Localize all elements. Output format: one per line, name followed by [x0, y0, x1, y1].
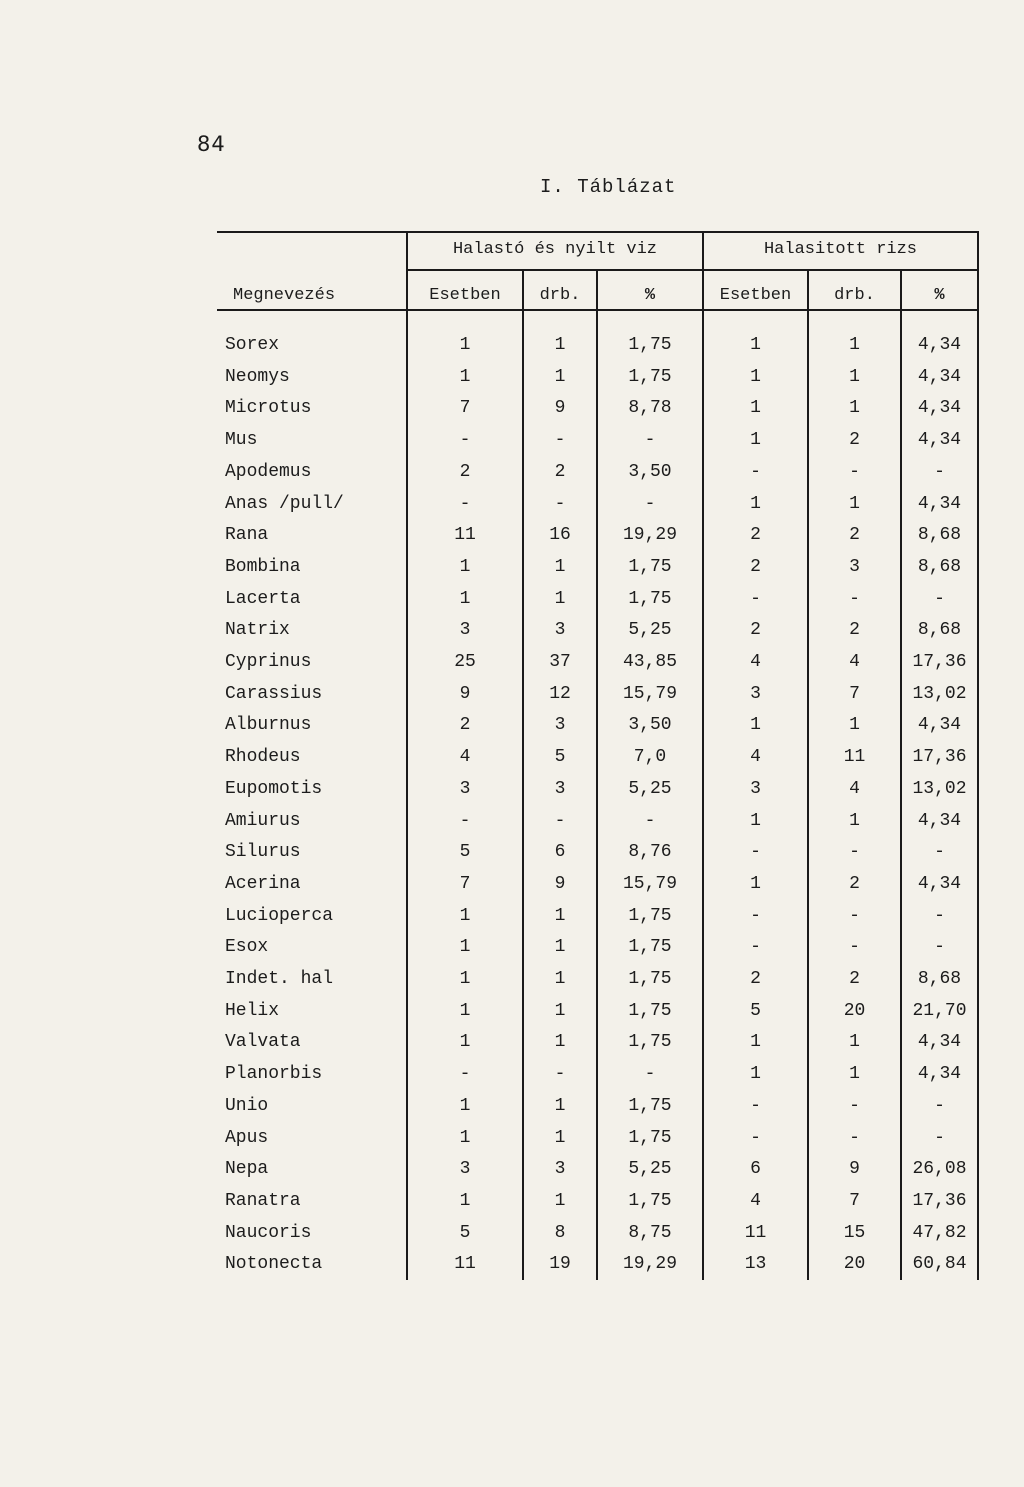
esetben-1-value: 4 [459, 747, 471, 768]
table-top-rule [217, 231, 979, 233]
pct-1-value: - [644, 1064, 656, 1085]
drb-2-value: 7 [849, 1190, 860, 1211]
drb-2-value: 1 [849, 398, 860, 419]
header-esetben-1: Esetben [429, 286, 501, 305]
drb-2-value: 1 [849, 810, 860, 831]
drb-2-value: 3 [849, 556, 860, 577]
drb-2-value: 2 [849, 873, 860, 894]
pct-2-value: 8,68 [917, 620, 962, 641]
species-name: Indet. hal [225, 969, 334, 989]
esetben-1-value: 2 [459, 461, 471, 482]
drb-2-value: - [849, 905, 860, 926]
pct-1-value: 8,76 [628, 842, 672, 863]
species-name: Cyprinus [225, 652, 312, 672]
esetben-1-value: 1 [459, 1095, 471, 1116]
species-name: Rana [225, 525, 269, 546]
esetben-2-value: 1 [750, 430, 761, 451]
esetben-2-value: - [750, 1127, 761, 1148]
pct-1-value: 15,79 [622, 683, 677, 704]
drb-2-value: 1 [849, 1064, 860, 1085]
species-name: Microtus [225, 398, 312, 419]
drb-2-value: - [849, 1095, 860, 1116]
header-pct-2: % [934, 286, 945, 305]
species-name: Unio [225, 1095, 269, 1116]
header-esetben-2: Esetben [719, 286, 792, 305]
esetben-2-value: - [750, 461, 761, 482]
species-name: Neomys [225, 366, 290, 387]
table-row [217, 1223, 979, 1254]
pct-2-value: 4,34 [917, 398, 962, 419]
esetben-1-value: 1 [459, 335, 471, 355]
drb-1-value: 3 [554, 778, 566, 799]
pct-1-value: 1,75 [628, 1095, 672, 1116]
header-drb-2: drb. [834, 286, 875, 305]
pct-2-value: - [934, 842, 945, 863]
pct-1-value: - [644, 810, 656, 831]
esetben-1-value: - [459, 493, 471, 514]
esetben-2-value: 13 [744, 1254, 767, 1275]
pct-2-value: 4,34 [917, 430, 962, 451]
esetben-2-value: 1 [750, 1064, 761, 1085]
table-row [217, 684, 979, 715]
drb-1-value: 1 [554, 1032, 566, 1053]
species-name: Ranatra [225, 1190, 301, 1211]
species-name: Sorex [225, 335, 280, 355]
esetben-1-value: 5 [459, 1222, 471, 1243]
pct-1-value: 1,75 [628, 1000, 672, 1021]
esetben-2-value: 4 [750, 747, 761, 768]
esetben-1-value: 11 [454, 1254, 476, 1275]
drb-2-value: 20 [843, 1254, 866, 1275]
esetben-1-value: 25 [454, 652, 476, 672]
pct-1-value: 8,78 [628, 398, 672, 419]
pct-2-value: 60,84 [912, 1254, 967, 1275]
species-name: Esox [225, 937, 269, 958]
pct-2-value: 4,34 [917, 366, 962, 387]
table-title: I. Táblázat [540, 176, 677, 198]
esetben-1-value: 1 [459, 1032, 471, 1053]
esetben-2-value: 6 [750, 1159, 761, 1180]
drb-2-value: 15 [843, 1222, 866, 1243]
drb-2-value: - [849, 842, 860, 863]
drb-2-value: 2 [849, 969, 860, 989]
pct-1-value: 3,50 [628, 715, 672, 736]
table-row [217, 557, 979, 588]
species-name: Silurus [225, 842, 301, 863]
table-row [217, 1064, 979, 1095]
pct-1-value: 5,25 [628, 778, 672, 799]
esetben-2-value: 2 [750, 525, 761, 546]
table-row [217, 969, 979, 1000]
esetben-2-value: 2 [750, 556, 761, 577]
header-pct-1: % [644, 286, 656, 305]
drb-1-value: 8 [554, 1222, 566, 1243]
pct-1-value: 1,75 [628, 1032, 672, 1053]
species-name: Notonecta [225, 1254, 323, 1275]
drb-1-value: 2 [554, 461, 566, 482]
drb-2-value: - [849, 1127, 860, 1148]
drb-1-value: 1 [554, 366, 566, 387]
species-name: Mus [225, 430, 258, 451]
pct-1-value: 15,79 [622, 873, 677, 894]
pct-2-value: - [934, 937, 945, 958]
pct-1-value: 1,75 [628, 937, 672, 958]
species-name: Lucioperca [225, 905, 334, 926]
esetben-1-value: 3 [459, 1159, 471, 1180]
drb-2-value: - [849, 461, 860, 482]
header-group2: Halasitott rizs [763, 240, 918, 259]
species-name: Alburnus [225, 715, 312, 736]
table-row [217, 1001, 979, 1032]
esetben-1-value: 1 [459, 588, 471, 609]
pct-1-value: 7,0 [633, 747, 667, 768]
drb-1-value: 1 [554, 969, 566, 989]
esetben-1-value: 7 [459, 398, 471, 419]
pct-2-value: 4,34 [917, 335, 962, 355]
pct-2-value: - [934, 905, 945, 926]
species-name: Nepa [225, 1159, 269, 1180]
esetben-1-value: 2 [459, 715, 471, 736]
drb-1-value: 12 [549, 683, 571, 704]
esetben-2-value: 4 [750, 1190, 761, 1211]
pct-1-value: 5,25 [628, 620, 672, 641]
species-name: Valvata [225, 1032, 301, 1053]
esetben-2-value: - [750, 1095, 761, 1116]
pct-2-value: - [934, 461, 945, 482]
species-name: Apus [225, 1127, 269, 1148]
species-name: Helix [225, 1000, 280, 1021]
pct-2-value: - [934, 588, 945, 609]
drb-2-value: 1 [849, 335, 860, 355]
table-row [217, 937, 979, 968]
drb-1-value: 9 [554, 873, 566, 894]
table-row [217, 1096, 979, 1127]
esetben-1-value: 9 [459, 683, 471, 704]
esetben-1-value: 1 [459, 366, 471, 387]
species-name: Rhodeus [225, 747, 301, 768]
drb-1-value: 1 [554, 556, 566, 577]
table-row [217, 652, 979, 683]
table-row [217, 620, 979, 651]
pct-2-value: 47,82 [912, 1222, 967, 1243]
drb-1-value: - [554, 430, 566, 451]
table-row [217, 1128, 979, 1159]
esetben-2-value: 1 [750, 1032, 761, 1053]
esetben-2-value: 1 [750, 366, 761, 387]
table-row [217, 589, 979, 620]
esetben-1-value: 1 [459, 556, 471, 577]
drb-1-value: 6 [554, 842, 566, 863]
pct-2-value: 4,34 [917, 873, 962, 894]
group-header-rule [406, 269, 979, 271]
species-name: Amiurus [225, 810, 301, 831]
esetben-1-value: 3 [459, 778, 471, 799]
header-drb-1: drb. [539, 286, 581, 305]
drb-2-value: - [849, 937, 860, 958]
pct-1-value: 19,29 [622, 525, 677, 546]
drb-1-value: 1 [554, 1000, 566, 1021]
esetben-2-value: - [750, 842, 761, 863]
esetben-2-value: 1 [750, 493, 761, 514]
esetben-1-value: 1 [459, 969, 471, 989]
pct-1-value: 1,75 [628, 366, 672, 387]
drb-1-value: - [554, 493, 566, 514]
header-group1: Halastó és nyilt viz [452, 240, 658, 259]
drb-2-value: - [849, 588, 860, 609]
drb-2-value: 4 [849, 778, 860, 799]
species-name: Acerina [225, 873, 301, 894]
pct-2-value: 4,34 [917, 810, 962, 831]
drb-1-value: 1 [554, 1127, 566, 1148]
esetben-2-value: 5 [750, 1000, 761, 1021]
esetben-1-value: 3 [459, 620, 471, 641]
esetben-2-value: 11 [744, 1222, 767, 1243]
esetben-2-value: 2 [750, 620, 761, 641]
pct-1-value: 1,75 [628, 1127, 672, 1148]
drb-1-value: - [554, 1064, 566, 1085]
species-name: Naucoris [225, 1222, 312, 1243]
table-row [217, 1032, 979, 1063]
drb-1-value: 5 [554, 747, 566, 768]
esetben-2-value: 2 [750, 969, 761, 989]
drb-1-value: 3 [554, 1159, 566, 1180]
table-row [217, 874, 979, 905]
drb-2-value: 2 [849, 525, 860, 546]
header-megnevezes: Megnevezés [233, 286, 336, 305]
pct-2-value: 4,34 [917, 1064, 962, 1085]
drb-2-value: 9 [849, 1159, 860, 1180]
drb-1-value: 1 [554, 905, 566, 926]
table-row [217, 430, 979, 461]
pct-2-value: - [934, 1127, 945, 1148]
drb-1-value: 3 [554, 620, 566, 641]
drb-2-value: 2 [849, 620, 860, 641]
drb-1-value: 1 [554, 335, 566, 355]
table-row [217, 842, 979, 873]
esetben-1-value: - [459, 430, 471, 451]
pct-1-value: 3,50 [628, 461, 672, 482]
esetben-2-value: 1 [750, 398, 761, 419]
drb-2-value: 4 [849, 652, 860, 672]
pct-1-value: - [644, 430, 656, 451]
esetben-1-value: 1 [459, 1190, 471, 1211]
pct-2-value: 8,68 [917, 556, 962, 577]
table-row [217, 335, 979, 366]
table-row [217, 398, 979, 429]
pct-2-value: 8,68 [917, 525, 962, 546]
pct-1-value: 1,75 [628, 905, 672, 926]
species-name: Eupomotis [225, 778, 323, 799]
esetben-2-value: 3 [750, 683, 761, 704]
esetben-2-value: 1 [750, 715, 761, 736]
species-name: Lacerta [225, 588, 301, 609]
esetben-1-value: 1 [459, 1000, 471, 1021]
table-row [217, 811, 979, 842]
esetben-1-value: 5 [459, 842, 471, 863]
drb-1-value: 19 [549, 1254, 571, 1275]
esetben-2-value: 1 [750, 810, 761, 831]
table-row [217, 525, 979, 556]
esetben-2-value: - [750, 905, 761, 926]
data-table [217, 231, 979, 1280]
drb-1-value: 1 [554, 937, 566, 958]
table-row [217, 494, 979, 525]
drb-2-value: 7 [849, 683, 860, 704]
pct-2-value: 21,70 [912, 1000, 967, 1021]
esetben-2-value: 3 [750, 778, 761, 799]
pct-1-value: 8,75 [628, 1222, 672, 1243]
drb-2-value: 20 [843, 1000, 866, 1021]
pct-2-value: 4,34 [917, 493, 962, 514]
drb-1-value: - [554, 810, 566, 831]
pct-1-value: 1,75 [628, 1190, 672, 1211]
drb-1-value: 1 [554, 1190, 566, 1211]
drb-2-value: 1 [849, 1032, 860, 1053]
table-row [217, 747, 979, 778]
esetben-2-value: - [750, 588, 761, 609]
esetben-2-value: 1 [750, 873, 761, 894]
drb-1-value: 16 [549, 525, 571, 546]
pct-2-value: 4,34 [917, 1032, 962, 1053]
species-name: Carassius [225, 683, 323, 704]
pct-2-value: 26,08 [912, 1159, 967, 1180]
pct-1-value: 43,85 [622, 652, 677, 672]
table-row [217, 462, 979, 493]
table-row [217, 1159, 979, 1190]
table-row [217, 367, 979, 398]
pct-2-value: 13,02 [912, 778, 967, 799]
esetben-2-value: - [750, 937, 761, 958]
table-row [217, 779, 979, 810]
esetben-1-value: 7 [459, 873, 471, 894]
drb-1-value: 37 [549, 652, 571, 672]
page-number: 84 [197, 132, 226, 156]
drb-1-value: 9 [554, 398, 566, 419]
table-row [217, 906, 979, 937]
pct-2-value: 13,02 [912, 683, 967, 704]
esetben-1-value: 1 [459, 937, 471, 958]
pct-2-value: 17,36 [912, 747, 967, 768]
pct-1-value: 1,75 [628, 335, 672, 355]
pct-2-value: 17,36 [912, 1190, 967, 1211]
drb-2-value: 2 [849, 430, 860, 451]
drb-2-value: 11 [843, 747, 866, 768]
drb-1-value: 1 [554, 588, 566, 609]
species-name: Planorbis [225, 1064, 323, 1085]
drb-2-value: 1 [849, 366, 860, 387]
drb-2-value: 1 [849, 715, 860, 736]
esetben-1-value: 1 [459, 905, 471, 926]
drb-1-value: 1 [554, 1095, 566, 1116]
pct-2-value: 8,68 [917, 969, 962, 989]
esetben-2-value: 4 [750, 652, 761, 672]
pct-2-value: 17,36 [912, 652, 967, 672]
species-name: Anas /pull/ [225, 493, 344, 514]
drb-2-value: 1 [849, 493, 860, 514]
pct-1-value: 1,75 [628, 969, 672, 989]
pct-2-value: 4,34 [917, 715, 962, 736]
esetben-1-value: - [459, 810, 471, 831]
esetben-1-value: - [459, 1064, 471, 1085]
drb-1-value: 3 [554, 715, 566, 736]
pct-1-value: 19,29 [622, 1254, 677, 1275]
pct-2-value: - [934, 1095, 945, 1116]
esetben-1-value: 11 [454, 525, 476, 546]
table-row [217, 715, 979, 746]
species-name: Natrix [225, 620, 290, 641]
header-bottom-rule [217, 309, 979, 311]
table-row [217, 1254, 979, 1285]
pct-1-value: 5,25 [628, 1159, 672, 1180]
species-name: Bombina [225, 556, 301, 577]
esetben-2-value: 1 [750, 335, 761, 355]
pct-1-value: 1,75 [628, 588, 672, 609]
pct-1-value: 1,75 [628, 556, 672, 577]
species-name: Apodemus [225, 461, 312, 482]
esetben-1-value: 1 [459, 1127, 471, 1148]
pct-1-value: - [644, 493, 656, 514]
table-row [217, 1191, 979, 1222]
